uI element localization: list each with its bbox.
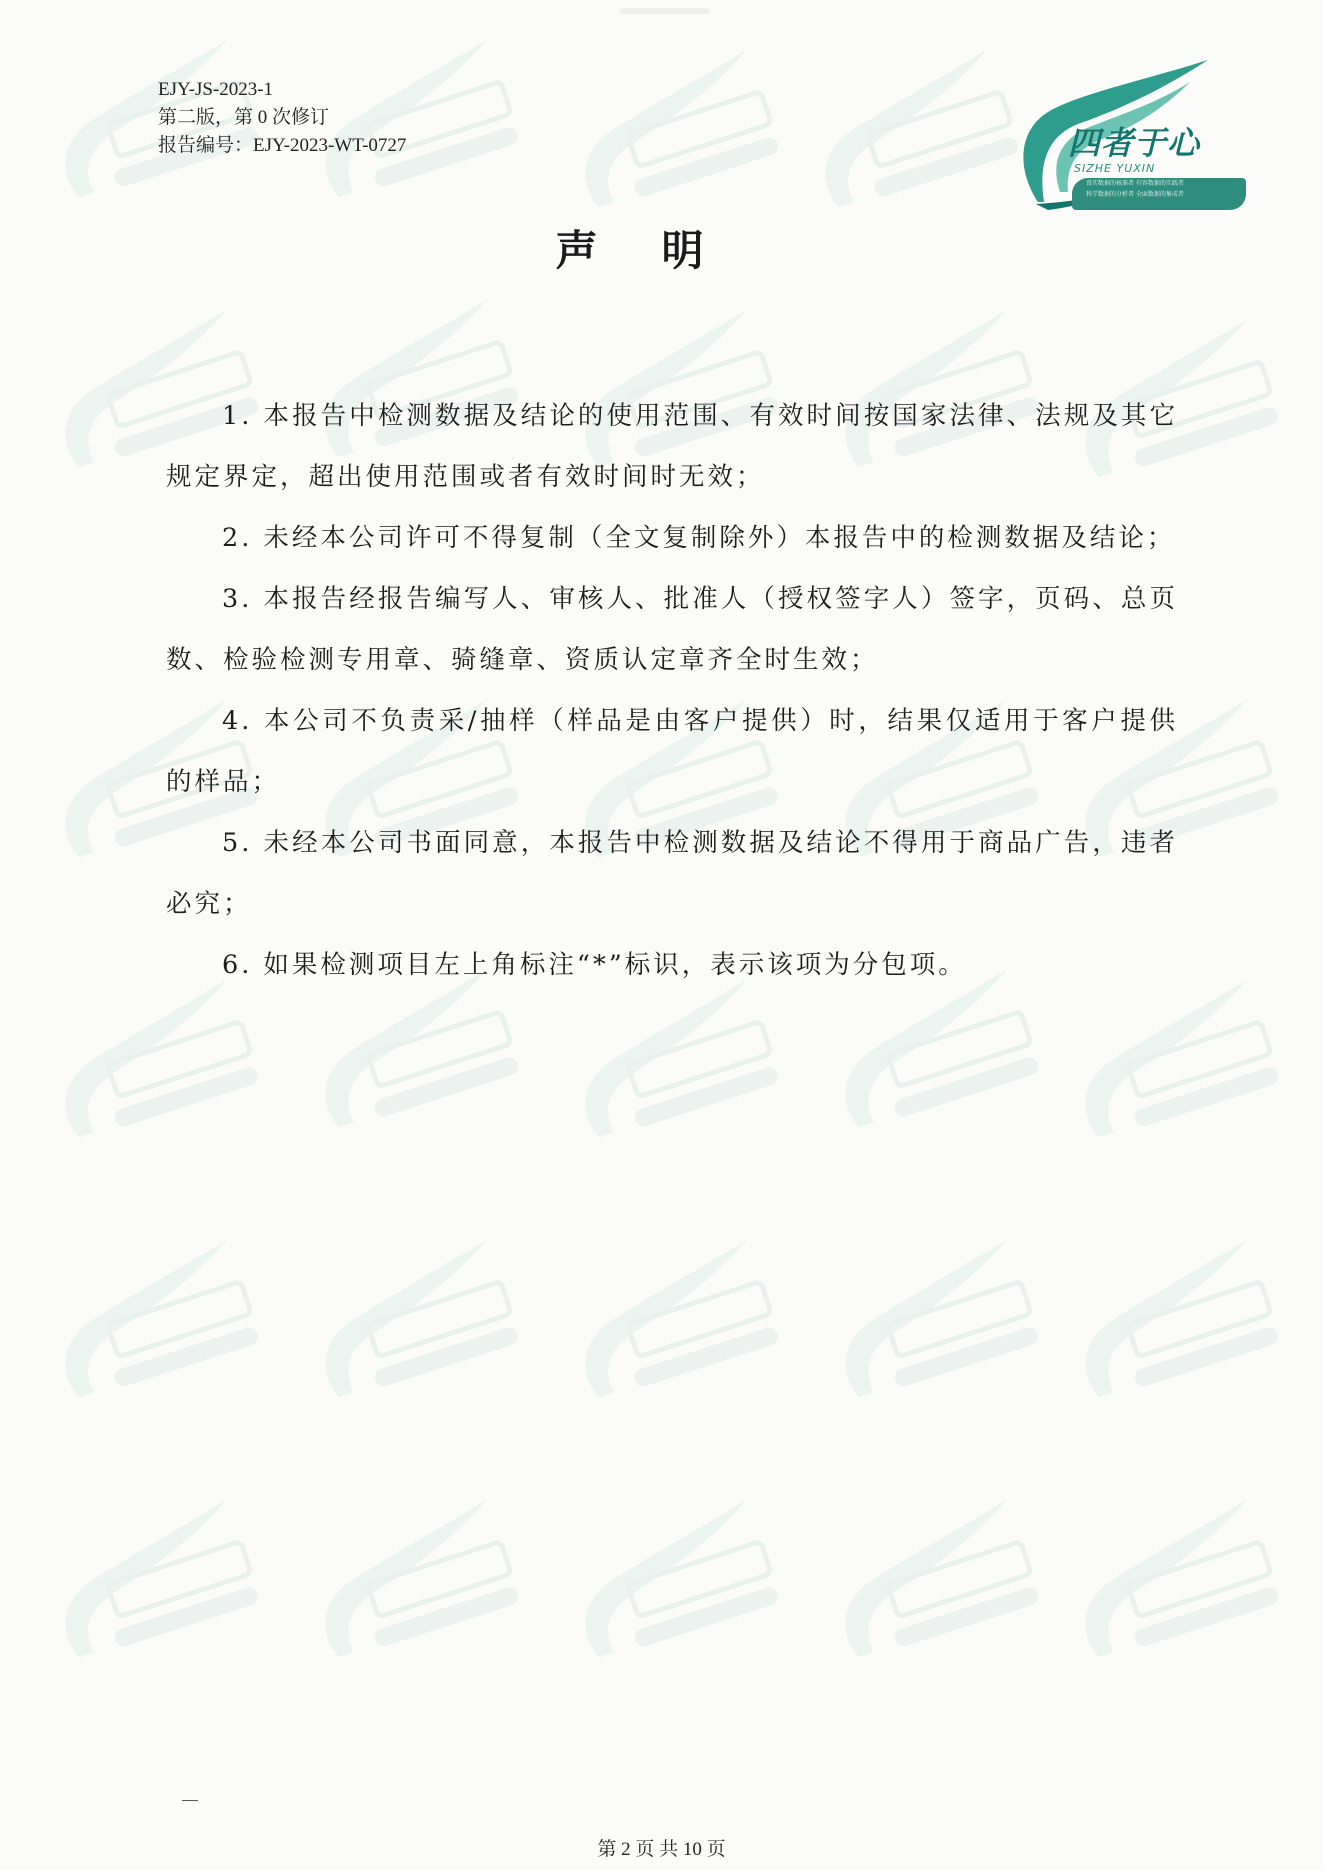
watermark-logo-icon: [546, 968, 805, 1163]
scan-smudge: [620, 8, 710, 14]
logo-name-en: SIZHE YUXIN: [1074, 162, 1156, 175]
declaration-clause-2: 2. 未经本公司许可不得复制（全文复制除外）本报告中的检测数据及结论；: [222, 523, 1176, 553]
edition-revision: 第二版，第 0 次修订: [158, 107, 330, 128]
watermark-logo-icon: [286, 1488, 545, 1683]
doc-code: EJY-JS-2023-1: [158, 79, 274, 100]
declaration-clause-4: 4. 本公司不负责采/抽样（样品是由客户提供）时，结果仅适用于客户提供的样品；: [166, 706, 1178, 797]
report-number: 报告编号：EJY-2023-WT-0727: [158, 135, 407, 156]
logo-tagline-2: 科学数据的分析者 全面数据的集成者: [1086, 191, 1184, 198]
watermark-logo-icon: [26, 1488, 285, 1683]
document-header-meta: [158, 76, 406, 160]
logo-tagline-band: [1072, 178, 1246, 210]
watermark-logo-icon: [26, 968, 285, 1163]
declaration-clause-3: 3. 本报告经报告编写人、审核人、批准人（授权签字人）签字，页码、总页数、检验检测专用章、骑缝章、资质认定章齐全时生效；: [166, 584, 1178, 675]
declaration-clause-5: 5. 未经本公司书面同意，本报告中检测数据及结论不得用于商品广告，违者必究；: [166, 828, 1178, 919]
watermark-logo-icon: [786, 38, 1045, 233]
watermark-logo-icon: [806, 1488, 1065, 1683]
watermark-logo-icon: [26, 1228, 285, 1423]
page-title: 声明: [555, 226, 768, 275]
watermark-logo-icon: [1046, 1228, 1305, 1423]
watermark-logo-icon: [546, 1488, 805, 1683]
watermark-logo-icon: [286, 1228, 545, 1423]
margin-mark: [182, 1800, 198, 1801]
declaration-body: [166, 386, 1178, 996]
declaration-clause-6: 6. 如果检测项目左上角标注“*”标识，表示该项为分包项。: [222, 950, 967, 980]
logo-name-cn: 四者于心: [1068, 124, 1201, 162]
watermark-logo-icon: [1046, 1488, 1305, 1683]
watermark-logo-icon: [546, 1228, 805, 1423]
watermark-logo-icon: [1046, 968, 1305, 1163]
logo-tagline-1: 真实数据的核准者 有容数据的实践者: [1086, 180, 1184, 187]
company-logo: [1008, 52, 1238, 222]
watermark-logo-icon: [546, 38, 805, 233]
watermark-logo-icon: [806, 1228, 1065, 1423]
page-number-footer: 第 2 页 共 10 页: [597, 1839, 726, 1860]
declaration-clause-1: 1. 本报告中检测数据及结论的使用范围、有效时间按国家法律、法规及其它规定界定，超出使用范围或者有效时间时无效；: [166, 401, 1178, 492]
